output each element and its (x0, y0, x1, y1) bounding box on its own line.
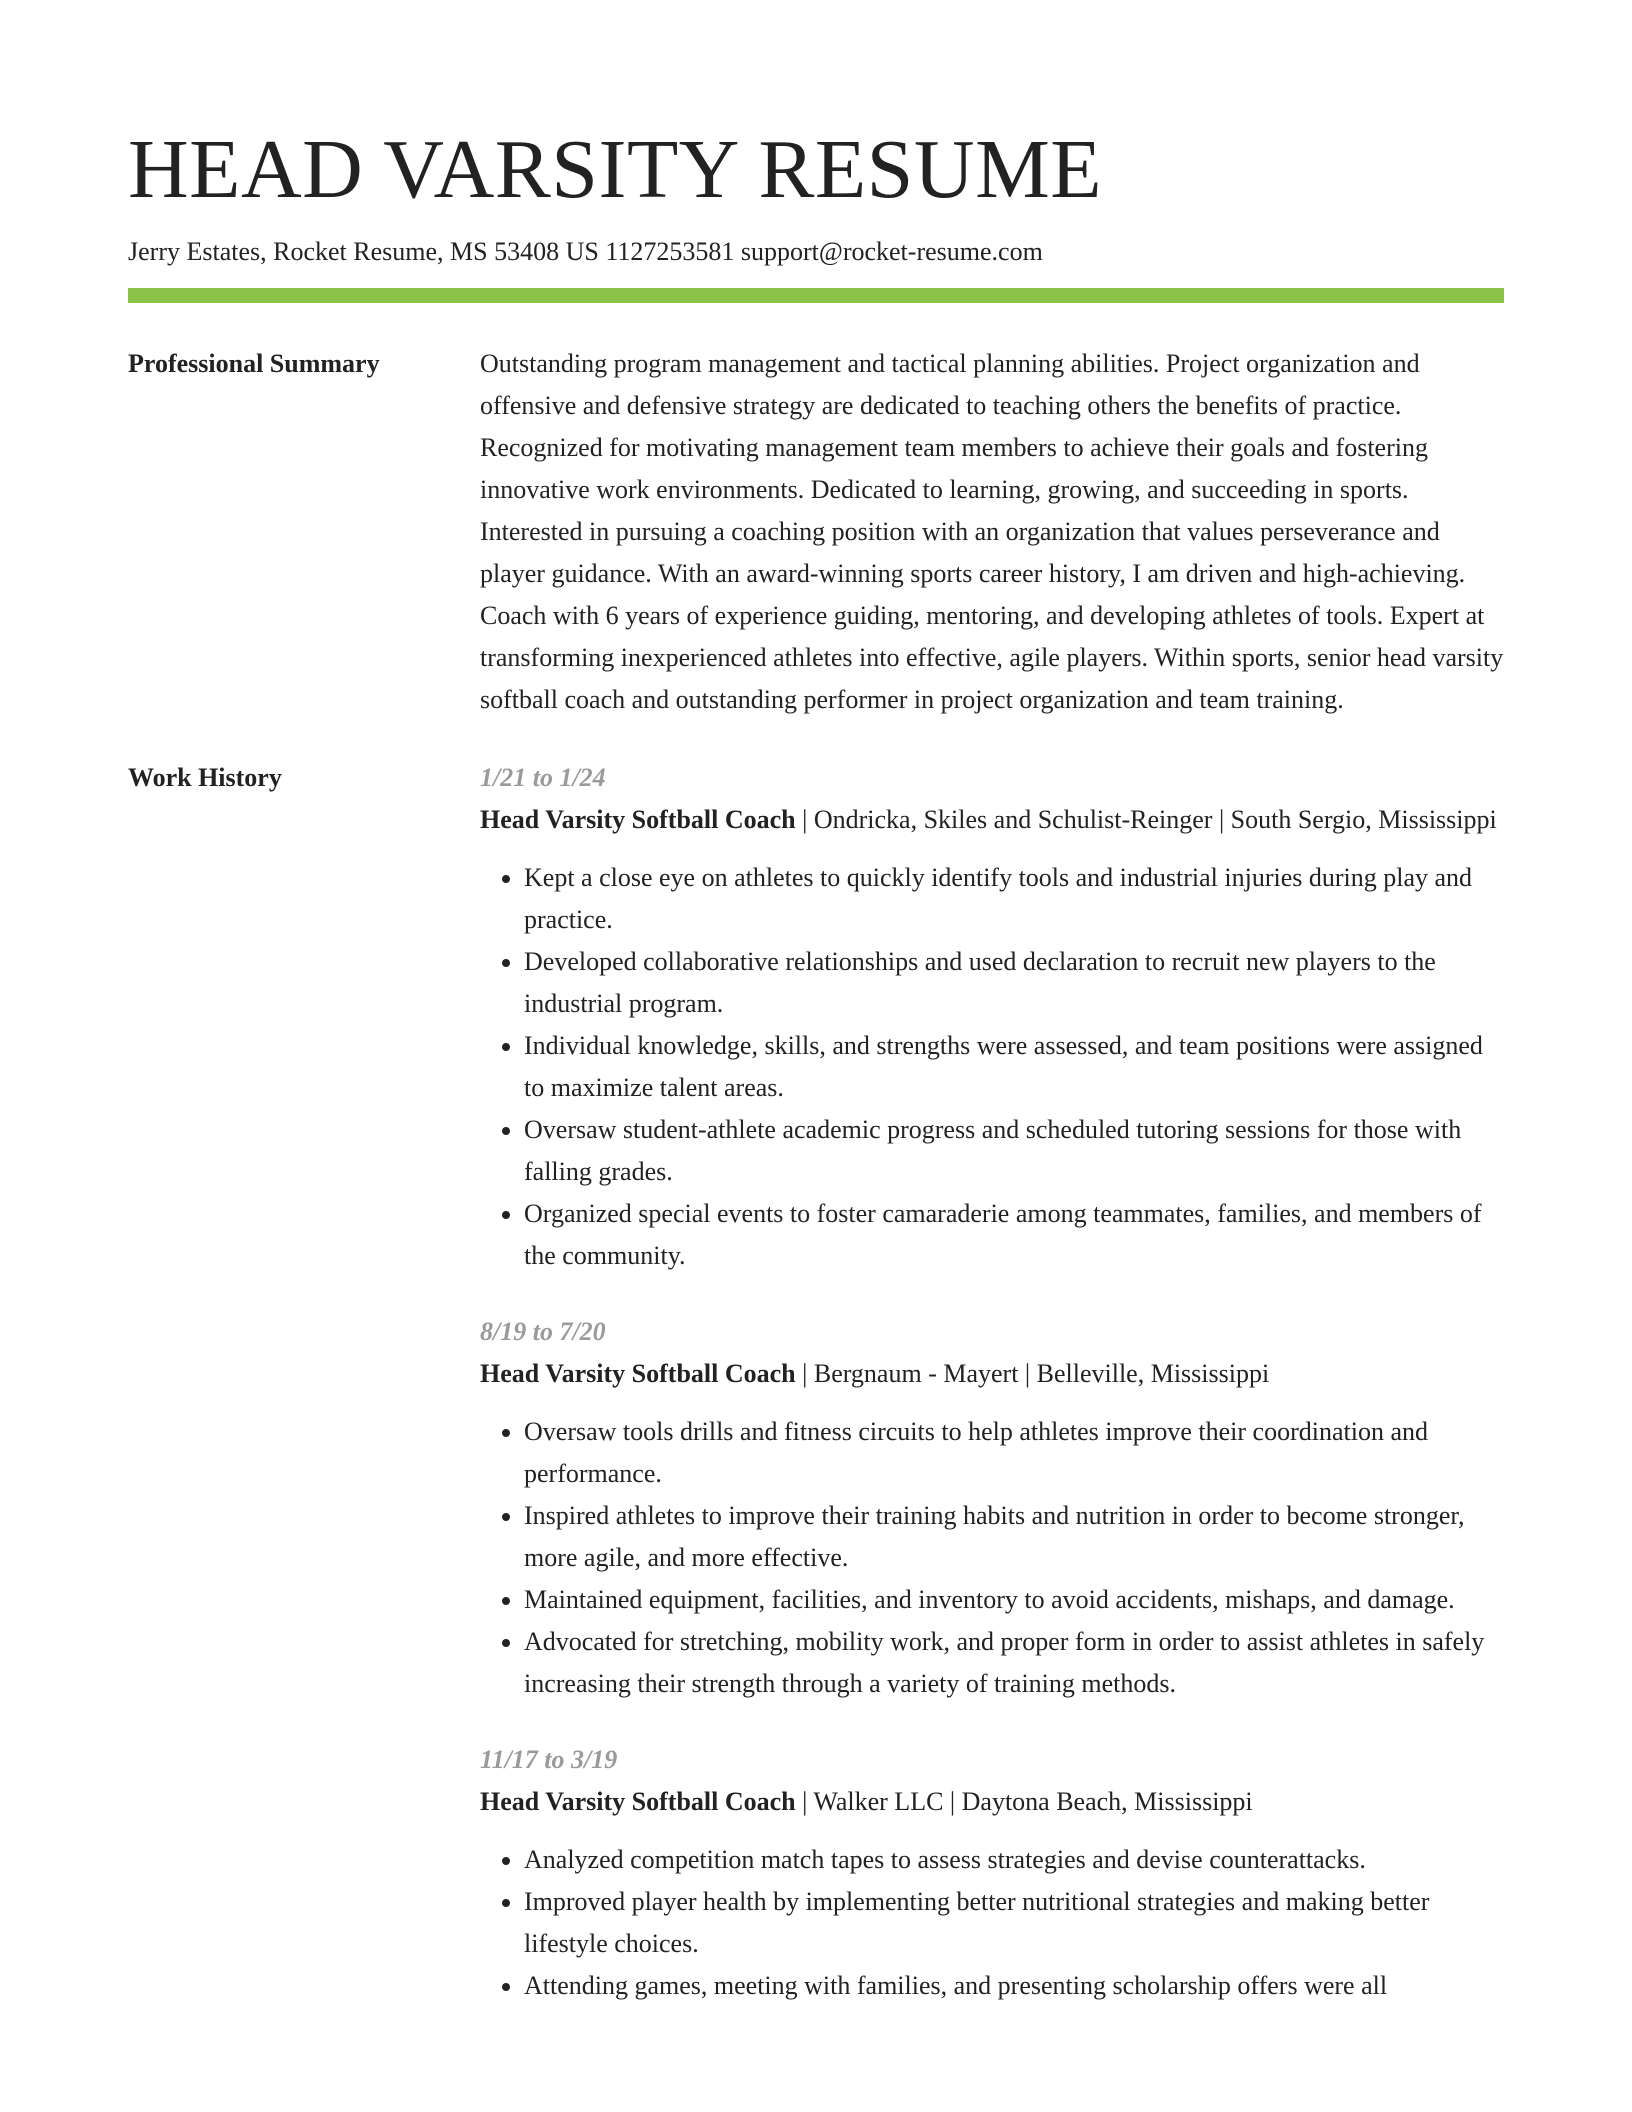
job-dates: 1/21 to 1/24 (480, 763, 606, 792)
job-bullet: • Organized special events to foster camaraderie among teammates, families, and members of the community. (524, 1193, 1504, 1277)
job-bullet: • Oversaw tools drills and fitness circuits to help athletes improve their coordination and performance. (524, 1411, 1504, 1495)
job-details: | Walker LLC | Daytona Beach, Mississippi (795, 1787, 1253, 1816)
summary-text: Outstanding program management and tactical planning abilities. Project organization and offensive and defensive strategy are dedicated to teaching others the benefits of practice. Recognized for motivating management team members to achieve their goals and fostering innovative work environments. Dedicated to learning, growing, and succeeding in sports. Interested in pursuing a coaching position with an organization that values perseverance and player guidance. With an award-winning sports career history, I am driven and high-achieving. Coach with 6 years of experience guiding, mentoring, and developing athletes of tools. Expert at transforming inexperienced athletes into effective, agile players. Within sports, senior head varsity softball coach and outstanding performer in project organization and team training. (480, 349, 1504, 714)
job-entry (480, 757, 1504, 1277)
job-bullet: • Maintained equipment, facilities, and inventory to avoid accidents, mishaps, and damage. (524, 1579, 1504, 1621)
work-history-section (128, 757, 1504, 2041)
job-bullet: • Improved player health by implementing better nutritional strategies and making better lifestyle choices. (524, 1881, 1504, 1965)
job-bullet: • Oversaw student-athlete academic progress and scheduled tutoring sessions for those with falling grades. (524, 1109, 1504, 1193)
job-details: | Ondricka, Skiles and Schulist-Reinger | South Sergio, Mississippi (795, 805, 1497, 834)
job-bullets (480, 1411, 1504, 1705)
resume-page (128, 118, 1504, 2041)
job-bullet: • Kept a close eye on athletes to quickly identify tools and industrial injuries during play and practice. (524, 857, 1504, 941)
job-title-line (480, 799, 1504, 841)
job-bullet: • Developed collaborative relationships and used declaration to recruit new players to the industrial program. (524, 941, 1504, 1025)
job-details: | Bergnaum - Mayert | Belleville, Mississippi (795, 1359, 1270, 1388)
professional-summary-section (128, 343, 1504, 721)
job-bullet: • Individual knowledge, skills, and strengths were assessed, and team positions were assigned to maximize talent areas. (524, 1025, 1504, 1109)
section-label-work-history: Work History (128, 763, 282, 792)
job-title-line (480, 1353, 1504, 1395)
job-dates: 8/19 to 7/20 (480, 1317, 606, 1346)
job-bullet: • Advocated for stretching, mobility work, and proper form in order to assist athletes in safely increasing their strength through a variety of training methods. (524, 1621, 1504, 1705)
summary-body (480, 343, 1504, 721)
job-bullet: • Inspired athletes to improve their training habits and nutrition in order to become stronger, more agile, and more effective. (524, 1495, 1504, 1579)
job-title: Head Varsity Softball Coach (480, 805, 796, 834)
job-title-line (480, 1781, 1504, 1823)
resume-title: HEAD VARSITY RESUME (128, 123, 1103, 216)
job-entry (480, 1311, 1504, 1705)
job-bullets (480, 1839, 1504, 2007)
job-title: Head Varsity Softball Coach (480, 1787, 796, 1816)
accent-divider (128, 288, 1504, 303)
contact-line: Jerry Estates, Rocket Resume, MS 53408 US 1127253581 support@rocket-resume.com (128, 237, 1043, 266)
section-label-summary: Professional Summary (128, 349, 380, 378)
job-bullet: • Analyzed competition match tapes to assess strategies and devise counterattacks. (524, 1839, 1504, 1881)
job-title: Head Varsity Softball Coach (480, 1359, 796, 1388)
job-entry (480, 1739, 1504, 2007)
job-bullets (480, 857, 1504, 1277)
job-bullet: • Attending games, meeting with families, and presenting scholarship offers were all (524, 1965, 1504, 2007)
job-dates: 11/17 to 3/19 (480, 1745, 618, 1774)
work-history-body (480, 757, 1504, 2041)
